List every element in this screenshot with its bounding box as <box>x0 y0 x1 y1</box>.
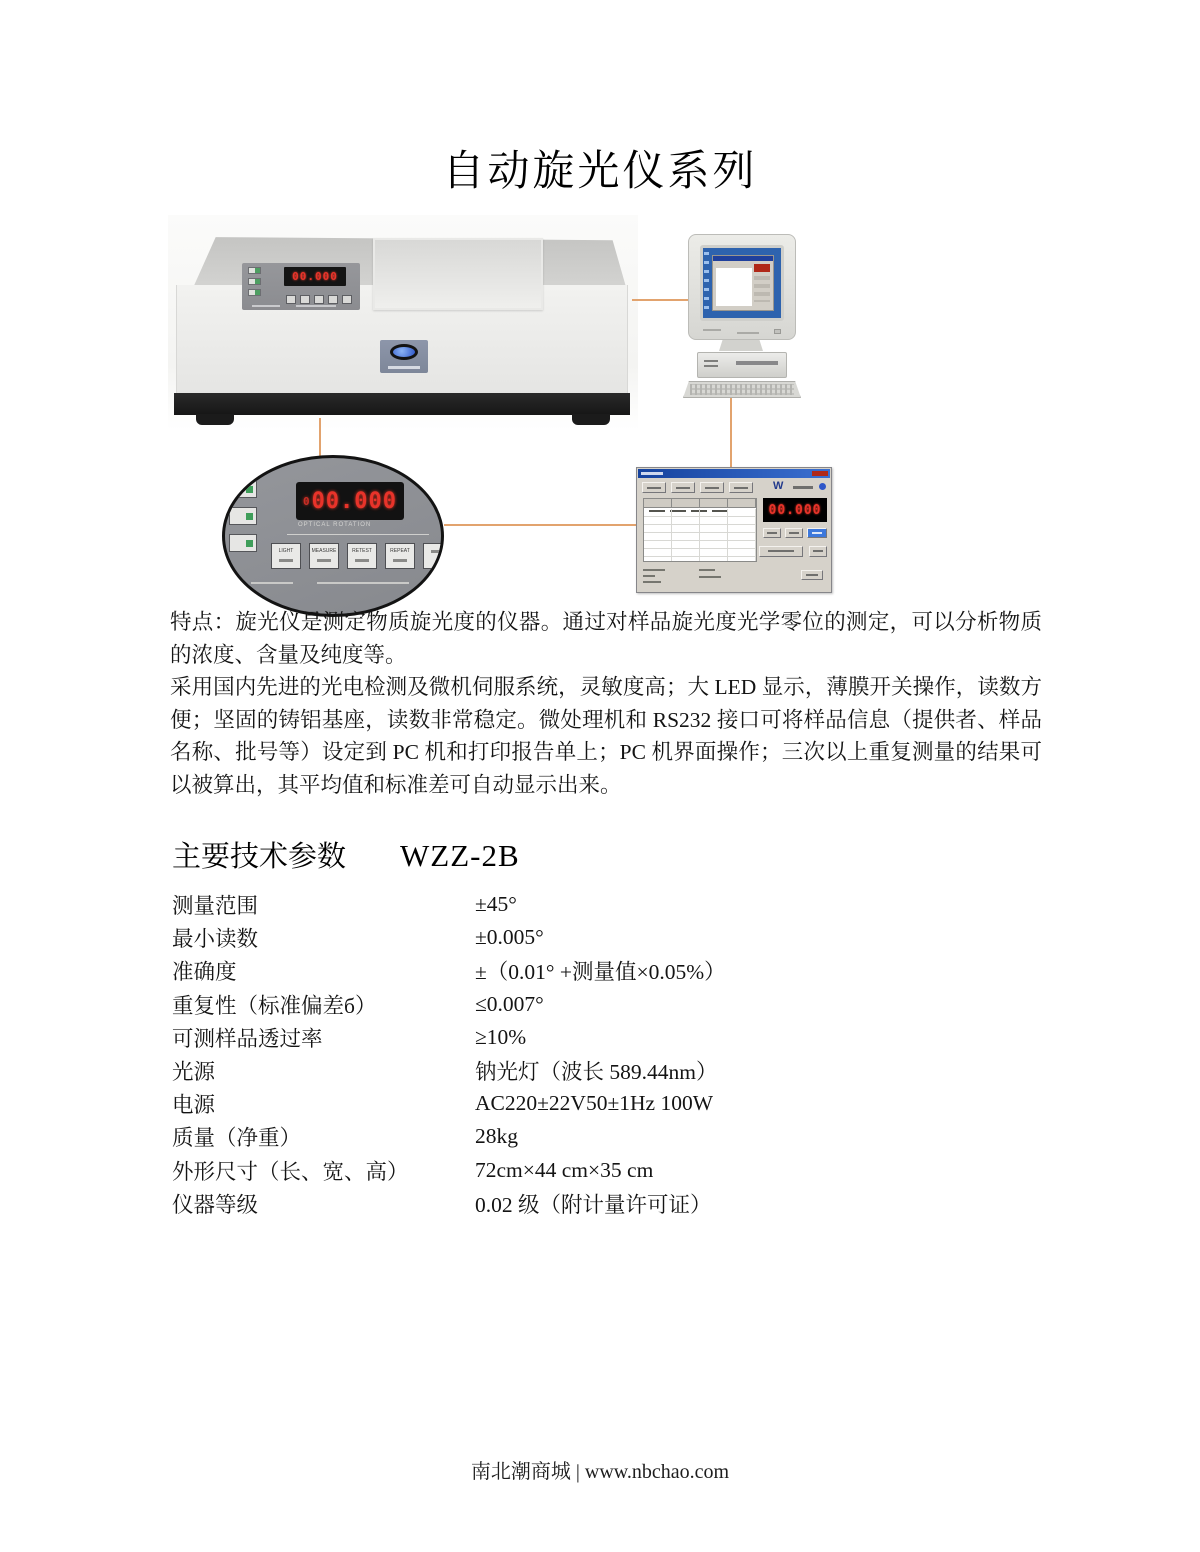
panel-button-retest <box>347 543 377 569</box>
keyboard <box>683 381 801 398</box>
monitor-brand-label <box>703 329 721 331</box>
software-table-header <box>644 499 756 508</box>
panel-button-label: REPEAT <box>390 548 410 554</box>
system-unit <box>697 352 787 378</box>
onscreen-led-readout <box>754 264 770 272</box>
panel-key <box>286 295 296 304</box>
spec-table <box>172 888 892 1220</box>
software-title-text <box>641 472 663 475</box>
software-footer-label <box>699 569 715 571</box>
connector-instrument-to-panel-inset <box>319 418 321 457</box>
panel-key <box>328 295 338 304</box>
software-small-button <box>763 528 781 538</box>
panel-side-key <box>229 480 257 498</box>
panel-label <box>296 305 336 307</box>
description-paragraph-details: 采用国内先进的光电检测及微机伺服系统，灵敏度高；大 LED 显示，薄膜开关操作，读数方便；坚固的铸铝基座，读数非常稳定。微处理机和 RS232 接口可将样品信息（提供者、样品名称、批号等）设定到 PC 机和打印报告单上；PC 机界面操作；三次以上重复测量的结果可以被算出，其平均值和标准差可自动显示出来。 <box>170 675 1042 797</box>
keyboard-keys <box>690 384 794 395</box>
spec-value: 钠光灯（波长 589.44nm） <box>475 1060 718 1085</box>
indicator-light <box>248 278 261 285</box>
page-footer: 南北潮商城 | www.nbchao.com <box>470 1461 730 1483</box>
software-small-button <box>809 546 827 557</box>
panel-led-label: OPTICAL ROTATION <box>298 522 372 528</box>
crt-monitor <box>688 234 796 340</box>
software-toolbar-button <box>729 482 753 493</box>
instrument-base <box>174 393 630 415</box>
brand-badge <box>380 340 428 373</box>
panel-side-key <box>229 507 257 525</box>
panel-key <box>314 295 324 304</box>
spec-label: 准确度 <box>172 960 237 985</box>
table-row <box>172 1154 892 1187</box>
table-row <box>172 1187 892 1220</box>
panel-button-repeat <box>385 543 415 569</box>
software-results-table <box>643 498 757 562</box>
spec-label: 测量范围 <box>172 894 259 919</box>
power-leds <box>704 360 718 370</box>
control-panel-inset <box>222 455 444 617</box>
software-logo-icon: W <box>773 480 784 492</box>
software-status-indicator <box>819 483 826 490</box>
panel-divider <box>287 534 429 535</box>
table-row <box>172 1054 892 1087</box>
panel-footer-text <box>251 582 293 584</box>
software-led-display: 00.000 <box>763 498 827 522</box>
panel-button-light <box>271 543 301 569</box>
brand-logo-oval <box>390 344 418 360</box>
table-row <box>172 1021 892 1054</box>
software-toolbar-button <box>671 482 695 493</box>
spec-label: 电源 <box>172 1093 216 1118</box>
table-row <box>172 888 892 921</box>
table-row <box>172 954 892 987</box>
spec-label: 最小读数 <box>172 927 259 952</box>
pc-workstation-photo <box>683 228 803 398</box>
polarimeter-photo <box>168 215 638 430</box>
panel-button-clipped <box>423 543 444 569</box>
connector-computer-to-software <box>730 390 732 468</box>
page-title: 自动旋光仪系列 <box>442 149 758 195</box>
table-row <box>172 988 892 1021</box>
monitor-power-button <box>774 329 781 334</box>
monitor-stand <box>719 340 763 351</box>
pc-software-window <box>636 467 832 593</box>
description-paragraph-features: 特点：旋光仪是测定物质旋光度的仪器。通过对样品旋光度光学零位的测定，可以分析物质的浓度、含量及纯度等。 <box>170 610 1042 667</box>
spec-heading-text: 主要技术参数 <box>172 841 347 873</box>
spec-value: ±（0.01° +测量值×0.05%） <box>475 960 726 985</box>
indicator-light <box>248 289 261 296</box>
panel-key <box>300 295 310 304</box>
spec-section-heading <box>172 834 520 875</box>
panel-button-label: MEASURE <box>311 548 337 554</box>
spec-value: 72cm×44 cm×35 cm <box>475 1157 654 1182</box>
panel-led-sign-digit: 0 <box>302 494 310 508</box>
panel-side-key <box>229 534 257 552</box>
table-row <box>172 1087 892 1120</box>
instrument-led-display: 00.000 <box>284 267 346 286</box>
table-row <box>172 1120 892 1153</box>
spec-value: AC220±22V50±1Hz 100W <box>475 1091 713 1116</box>
instrument-control-panel <box>242 263 360 310</box>
onscreen-app-window <box>712 255 774 311</box>
connector-instrument-to-computer <box>632 299 688 301</box>
software-table-body <box>644 509 756 561</box>
software-footer-label <box>643 569 665 571</box>
software-toolbar-button <box>642 482 666 493</box>
monitor-model-label <box>737 332 759 334</box>
software-footer-label <box>643 575 655 577</box>
spec-value: ±0.005° <box>475 925 544 950</box>
panel-led-value: 00.000 <box>311 488 398 514</box>
panel-led-display <box>296 482 404 520</box>
software-highlighted-button <box>807 528 827 538</box>
spec-label: 外形尺寸（长、宽、高） <box>172 1159 409 1184</box>
panel-key <box>342 295 352 304</box>
desktop-icons <box>704 252 709 312</box>
description-block <box>170 606 1042 802</box>
instrument-foot <box>196 414 234 425</box>
software-close-button <box>812 471 828 476</box>
instrument-foot <box>572 414 610 425</box>
sample-chamber-cover <box>373 238 543 310</box>
panel-label <box>252 305 280 307</box>
panel-button-measure <box>309 543 339 569</box>
brand-logo-text <box>388 366 420 369</box>
connector-panel-to-software <box>444 524 637 526</box>
spec-label: 可测样品透过率 <box>172 1026 323 1051</box>
panel-button-label: RETEST <box>352 548 372 554</box>
spec-value: ≤0.007° <box>475 991 544 1016</box>
software-status-label <box>793 486 813 489</box>
indicator-light <box>248 267 261 274</box>
spec-label: 仪器等级 <box>172 1192 259 1217</box>
onscreen-table-area <box>716 268 752 306</box>
panel-footer-text <box>317 582 409 584</box>
software-small-button <box>785 528 803 538</box>
panel-button-label: LIGHT <box>278 548 294 554</box>
software-footer-button <box>801 570 823 580</box>
table-row <box>172 921 892 954</box>
spec-value: 0.02 级（附计量许可证） <box>475 1192 712 1217</box>
spec-label: 质量（净重） <box>172 1126 302 1151</box>
spec-label: 光源 <box>172 1060 216 1085</box>
spec-value: ≥10% <box>475 1024 527 1049</box>
software-titlebar <box>638 469 830 478</box>
spec-label: 重复性（标准偏差б） <box>172 993 377 1018</box>
spec-model-number: WZZ-2B <box>400 838 520 873</box>
onscreen-titlebar <box>713 256 773 261</box>
monitor-screen <box>700 245 784 321</box>
onscreen-buttons <box>754 276 770 302</box>
software-footer-label <box>643 581 661 583</box>
spec-value: 28kg <box>475 1124 518 1149</box>
spec-value: ±45° <box>475 892 517 917</box>
drive-bay <box>736 361 778 365</box>
software-wide-button <box>759 546 803 557</box>
software-toolbar-button <box>700 482 724 493</box>
software-footer-label <box>699 576 721 578</box>
